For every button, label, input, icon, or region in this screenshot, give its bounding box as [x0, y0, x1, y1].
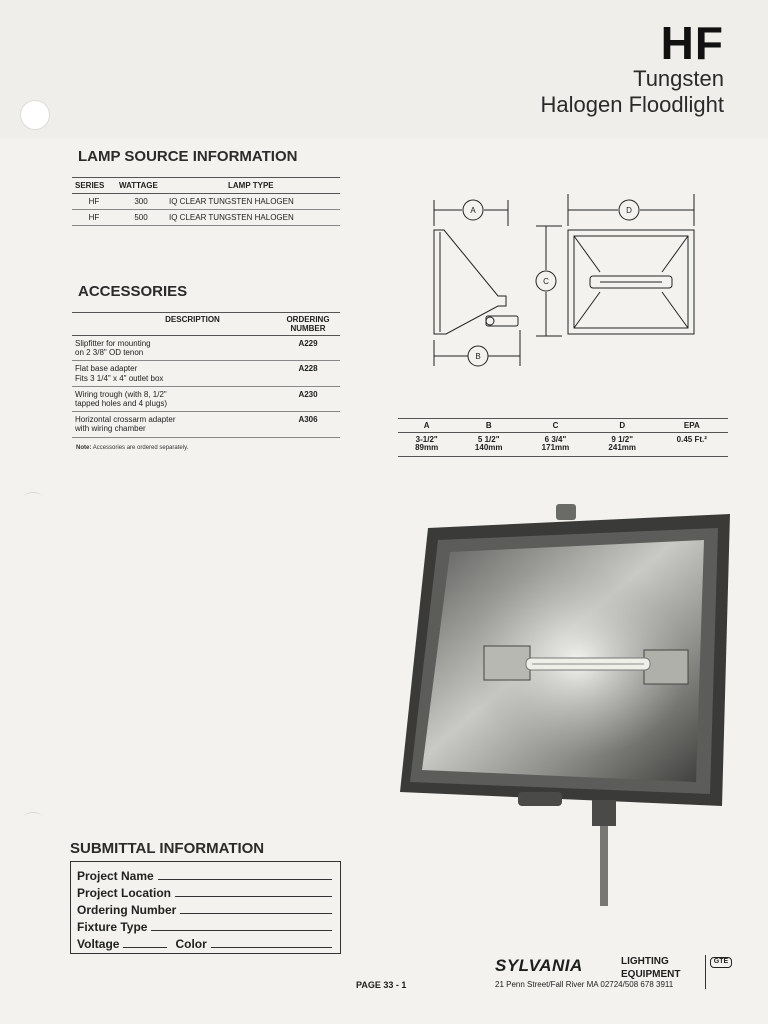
description-line: Horizontal crossarm adapter	[75, 415, 176, 425]
description-line: with wiring chamber	[75, 424, 146, 434]
col-ordering-line-1: ORDERING	[286, 315, 330, 324]
col-c: C	[522, 419, 589, 433]
voltage-label: Voltage	[77, 937, 120, 951]
dim-imperial: 6 3/4"	[544, 435, 567, 444]
cell-description	[72, 386, 276, 411]
project-location-label: Project Location	[77, 886, 172, 900]
project-name-label: Project Name	[77, 869, 154, 883]
table-row	[72, 336, 340, 361]
color-field[interactable]	[211, 947, 332, 948]
fixture-type-label: Fixture Type	[77, 920, 148, 934]
col-a: A	[398, 419, 455, 433]
table-row	[72, 412, 340, 437]
cell-series: HF	[72, 194, 116, 210]
company-address: 21 Penn Street/Fall River MA 02724/508 678 3911	[495, 980, 674, 989]
title-block	[540, 17, 724, 119]
dim-metric: 140mm	[474, 443, 503, 453]
note-label: Note:	[76, 445, 92, 451]
dim-imperial: 3-1/2"	[415, 435, 438, 444]
cell-description	[72, 361, 276, 386]
col-series: SERIES	[72, 178, 116, 194]
submittal-title: SUBMITTAL INFORMATION	[70, 840, 265, 857]
cell-wattage: 300	[116, 194, 166, 210]
cell-ordering-number: A229	[276, 336, 340, 361]
division-line-2: EQUIPMENT	[621, 968, 681, 980]
table-row	[72, 361, 340, 386]
fixture-type-row	[77, 917, 334, 934]
dimension-c	[536, 226, 562, 336]
description-line: Slipfitter for mounting	[75, 339, 151, 348]
dimension-diagram	[424, 190, 728, 370]
voltage-color-row	[77, 934, 334, 951]
dim-metric: 89mm	[415, 443, 439, 453]
fixture-type-field[interactable]	[151, 930, 332, 931]
cell-lamp-type: IQ CLEAR TUNGSTEN HALOGEN	[166, 210, 340, 226]
table-row	[398, 433, 728, 457]
binder-hole	[20, 100, 50, 130]
front-view-drawing	[568, 230, 694, 334]
col-lamp-type: LAMP TYPE	[166, 178, 340, 194]
cell-dim-d	[589, 433, 656, 457]
dimensions-table	[398, 418, 728, 457]
col-epa: EPA	[656, 419, 728, 433]
note-text: Accessories are ordered separately.	[92, 445, 189, 451]
col-ordering-number	[276, 313, 340, 336]
col-description: DESCRIPTION	[72, 313, 276, 336]
cell-wattage: 500	[116, 210, 166, 226]
division-line-1: LIGHTING	[621, 956, 669, 967]
dimension-b-label: B	[475, 352, 481, 361]
accessories-note	[76, 445, 188, 451]
project-name-row	[77, 866, 334, 883]
col-ordering-line-2: NUMBER	[290, 324, 326, 333]
submittal-form	[70, 861, 341, 954]
description-line: Fits 3 1/4" x 4" outlet box	[75, 373, 164, 383]
cell-series: HF	[72, 210, 116, 226]
binder-mark	[24, 812, 42, 822]
product-line-2: Halogen Floodlight	[540, 92, 724, 118]
dim-epa-value: 0.45 Ft.²	[676, 435, 707, 444]
description-line: Flat base adapter	[75, 364, 138, 374]
ordering-number-field[interactable]	[180, 913, 332, 914]
dimension-d-label: D	[626, 206, 632, 215]
description-line: tapped holes and 4 plugs)	[75, 398, 168, 408]
dim-imperial: 5 1/2"	[477, 435, 500, 444]
project-name-field[interactable]	[158, 879, 332, 880]
table-row	[72, 386, 340, 411]
col-b: B	[455, 419, 522, 433]
binder-mark	[24, 492, 42, 502]
voltage-field[interactable]	[123, 947, 167, 948]
project-location-row	[77, 883, 334, 900]
accessories-title: ACCESSORIES	[78, 283, 188, 300]
lamp-source-table	[72, 177, 340, 226]
lamp-source-title: LAMP SOURCE INFORMATION	[78, 148, 298, 165]
cell-ordering-number: A228	[276, 361, 340, 386]
page-number: PAGE 33 - 1	[356, 980, 407, 990]
description-line: Wiring trough (with 8, 1/2"	[75, 389, 167, 399]
footer-divider	[705, 955, 706, 989]
cell-description	[72, 412, 276, 437]
cell-dim-a	[398, 433, 455, 457]
table-row	[72, 194, 340, 210]
cell-dim-c	[522, 433, 589, 457]
cell-ordering-number: A230	[276, 386, 340, 411]
dim-metric: 171mm	[541, 443, 570, 453]
table-row	[72, 210, 340, 226]
floodlight-photo	[392, 500, 742, 912]
cell-lamp-type: IQ CLEAR TUNGSTEN HALOGEN	[166, 194, 340, 210]
color-label: Color	[175, 937, 207, 951]
cell-dim-epa	[656, 433, 728, 457]
col-wattage: WATTAGE	[116, 178, 166, 194]
accessories-table	[72, 312, 340, 438]
project-location-field[interactable]	[175, 896, 332, 897]
product-line-1: Tungsten	[633, 66, 724, 91]
dim-imperial: 9 1/2"	[611, 435, 634, 444]
division-name	[621, 956, 680, 981]
col-d: D	[589, 419, 656, 433]
cell-description	[72, 336, 276, 361]
dimension-a-label: A	[470, 206, 476, 215]
dimension-c-label: C	[543, 277, 549, 286]
description-line: on 2 3/8" OD tenon	[75, 348, 144, 358]
series-code: HF	[660, 17, 724, 69]
dim-metric: 241mm	[608, 443, 636, 453]
ordering-number-row	[77, 900, 334, 917]
side-view-drawing	[434, 230, 518, 334]
cell-dim-b	[455, 433, 522, 457]
ordering-number-label: Ordering Number	[77, 903, 177, 917]
gte-logo: GTE	[710, 957, 732, 968]
cell-ordering-number: A306	[276, 412, 340, 437]
brand-logo: SYLVANIA	[495, 956, 583, 975]
